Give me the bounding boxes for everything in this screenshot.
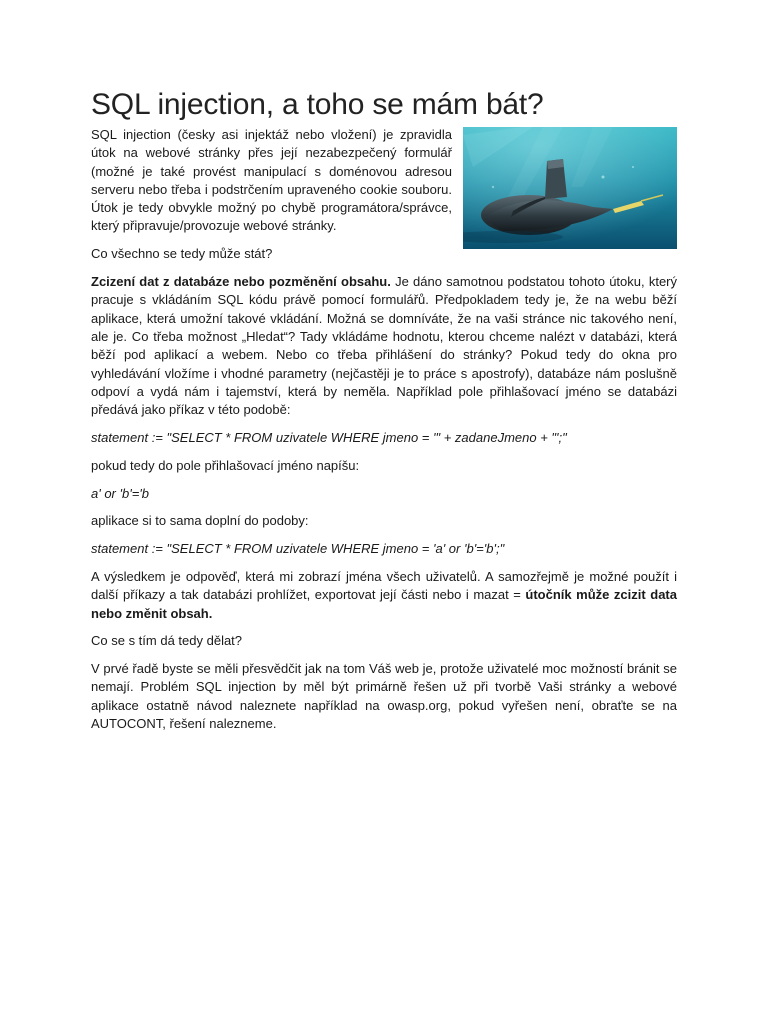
paragraph-data-theft-lead: Zcizení dat z databáze nebo pozměnění obsahu. (91, 274, 391, 290)
paragraph-data-theft (91, 273, 677, 419)
question-what-can-happen: Co všechno se tedy může stát? (91, 246, 273, 262)
document-title: SQL injection, a toho se mám bát? (91, 88, 544, 121)
intro-section (91, 126, 677, 236)
document-page (91, 86, 677, 743)
code-statement-injected: statement := "SELECT * FROM uzivatele WHERE jmeno = 'a' or 'b'='b';" (91, 541, 505, 557)
paragraph-result (91, 568, 677, 623)
paragraph-result-body: A výsledkem je odpověď, která mi zobrazí jména všech uživatelů. A samozřejmě je možné použít i další příkazy a tak databázi prohlížet, exportovat její části nebo i mazat = (91, 568, 677, 603)
code-statement-original: statement := "SELECT * FROM uzivatele WHERE jmeno = '" + zadaneJmeno + "';" (91, 429, 567, 445)
paragraph-data-theft-body: Je dáno samotnou podstatou tohoto útoku, který pracuje s vkládáním SQL kódu právě pomocí formulářů. Předpokladem tedy je, že na webu běží aplikace, která umožní takové vkládání. Možná se domníváte, že na vaši stránce nic takového není, ale je. Co třeba možnost „Hledat“? Tady vkládáme hodnotu, kterou chceme nalézt v databázi, která běží pod aplikací a webem. Nebo co třeba přihlášení do stránky? Pokud tedy do okna pro vyhledávání vložíme i vhodné parametry (nejčastěji je to práce s apostrofy), databáze nám poslušně odpoví a vydá nám i tajemství, která by neměla. Například pole přihlašovací jméno se databázi předává jako příkaz v této podobě: (91, 274, 677, 418)
paragraph-app-completes: aplikace si to sama doplní do podoby: (91, 513, 309, 529)
paragraph-result-bold: útočník může zcizit data nebo změnit obsah. (91, 587, 677, 621)
question-what-to-do: Co se s tím dá tedy dělat? (91, 633, 243, 649)
submarine-image (463, 127, 677, 249)
code-injection-input: a' or 'b'='b (91, 485, 149, 501)
intro-paragraph: SQL injection (česky asi injektáž nebo vložení) je zpravidla útok na webové stránky přes její nezabezpečený formulář (možné je také provést manipulací s doménovou adresou serveru nebo třeba i podstrčením upraveného cookie souboru. Útok je tedy obvykle možný po chybě programátora/správce, který připravuje/provozuje webové stránky. (91, 127, 452, 234)
paragraph-login-input: pokud tedy do pole přihlašovací jméno napíšu: (91, 457, 360, 473)
paragraph-recommendation: V prvé řadě byste se měli přesvědčit jak na tom Váš web je, protože uživatelé moc možností bránit se nemají. Problém SQL injection by měl být primárně řešen už při tvorbě Vaši stránky a webové aplikace ostatně návod naleznete například na owasp.org, pokud vyřešen není, obraťte se na AUTOCONT, řešení nalezneme. (91, 661, 677, 732)
